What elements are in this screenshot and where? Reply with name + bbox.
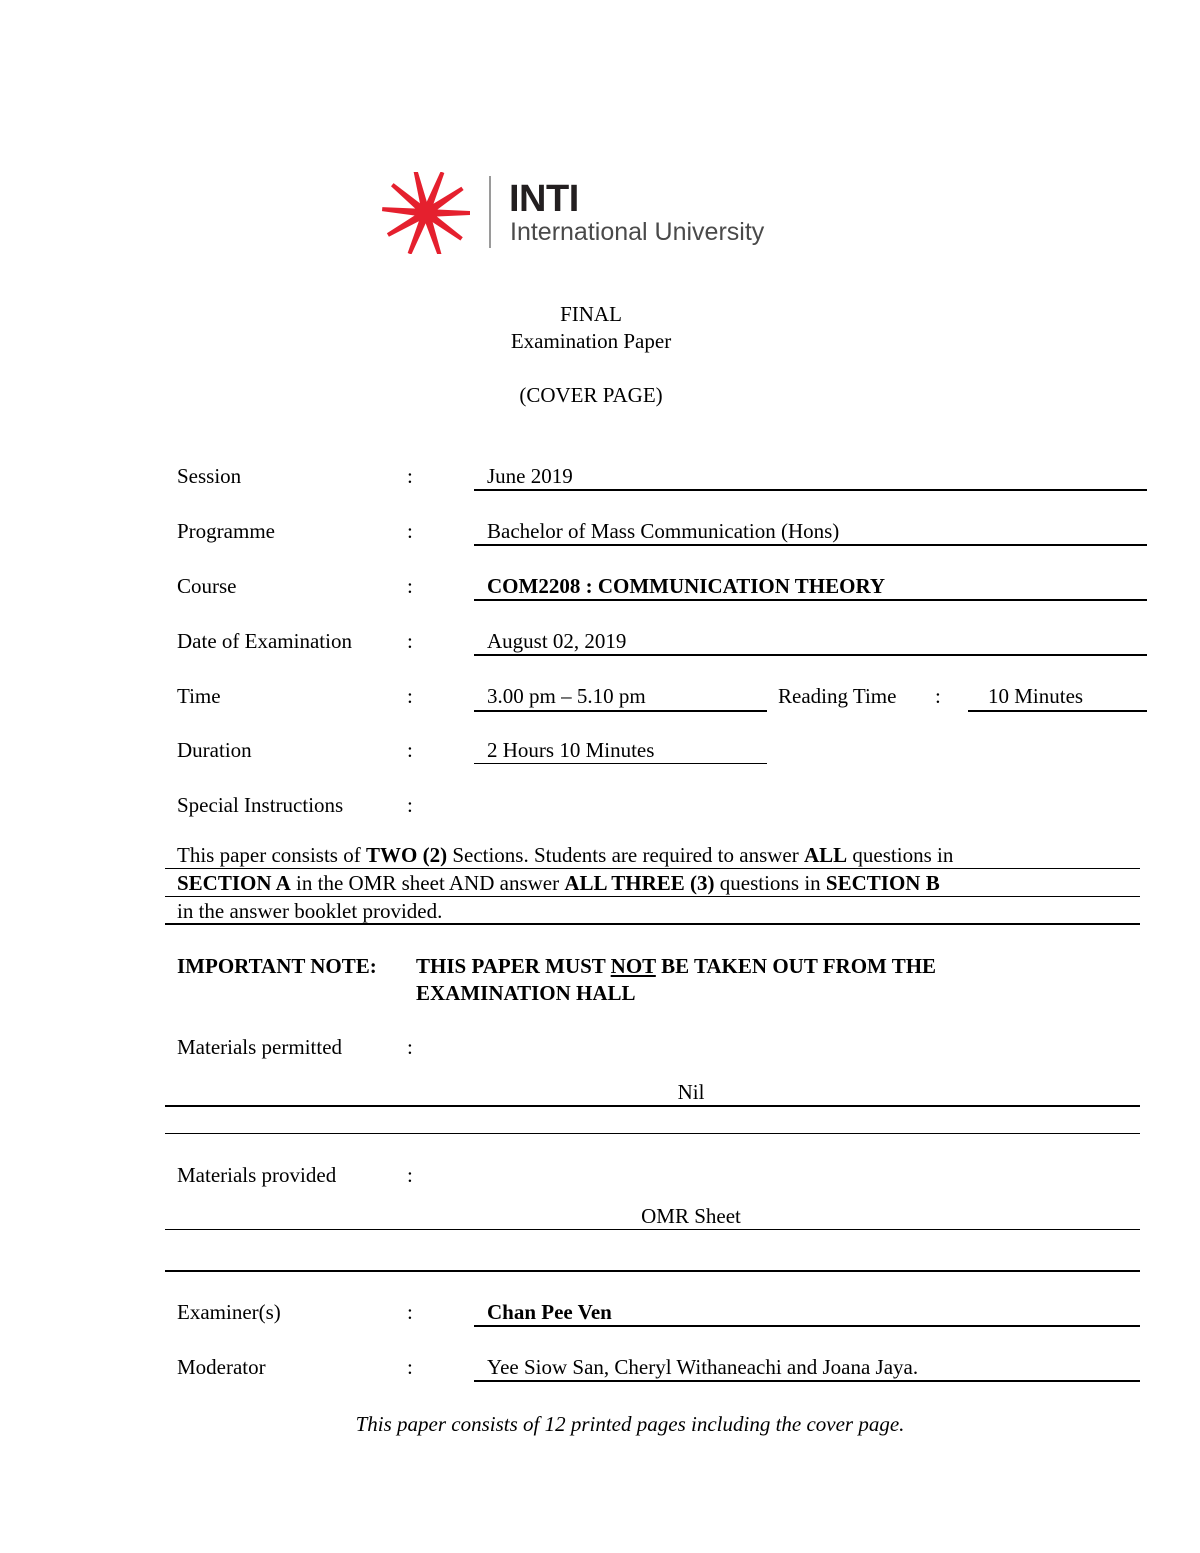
date-underline xyxy=(474,654,1147,656)
page-count-note: This paper consists of 12 printed pages including the cover page. xyxy=(355,1412,905,1436)
duration-value: 2 Hours 10 Minutes xyxy=(487,738,655,762)
course-underline xyxy=(474,599,1147,601)
reading-time-label: Reading Time xyxy=(778,684,897,708)
programme-underline xyxy=(474,544,1147,546)
time-underline xyxy=(474,710,767,712)
instructions-line-1: This paper consists of TWO (2) Sections. Students are required to answer ALL questions in xyxy=(177,843,954,867)
logo-divider xyxy=(489,176,491,248)
materials-permitted-rule-1 xyxy=(165,1105,1140,1107)
programme-value: Bachelor of Mass Communication (Hons) xyxy=(487,519,840,543)
session-label: Session xyxy=(177,464,242,488)
programme-label: Programme xyxy=(177,519,275,543)
important-note-label: IMPORTANT NOTE: xyxy=(177,954,377,978)
materials-provided-rule-1 xyxy=(165,1229,1140,1230)
date-value: August 02, 2019 xyxy=(487,629,627,653)
reading-time-underline xyxy=(968,710,1147,712)
course-colon: : xyxy=(407,574,413,598)
examiner-underline xyxy=(474,1325,1140,1327)
date-label: Date of Examination xyxy=(177,629,352,653)
title-final: FINAL xyxy=(560,302,622,326)
programme-colon: : xyxy=(407,519,413,543)
starburst-logo-icon xyxy=(378,172,474,254)
moderator-label: Moderator xyxy=(177,1355,266,1379)
logo-brand-text: INTI xyxy=(509,178,579,220)
duration-colon: : xyxy=(407,738,413,762)
special-instructions-colon: : xyxy=(407,793,413,817)
instructions-rule-2 xyxy=(165,896,1140,897)
instructions-rule-1 xyxy=(165,868,1140,869)
examiner-colon: : xyxy=(407,1300,413,1324)
materials-provided-label: Materials provided xyxy=(177,1163,337,1187)
materials-permitted-colon: : xyxy=(407,1035,413,1059)
instructions-line-3: in the answer booklet provided. xyxy=(177,899,443,923)
instructions-rule-3 xyxy=(165,923,1140,925)
time-label: Time xyxy=(177,684,221,708)
title-cover-page: (COVER PAGE) xyxy=(519,383,663,407)
materials-permitted-value: Nil xyxy=(677,1080,705,1104)
reading-time-colon: : xyxy=(935,684,941,708)
logo-subtitle-text: International University xyxy=(510,218,765,246)
instructions-line-2: SECTION A in the OMR sheet AND answer ALL THREE (3) questions in SECTION B xyxy=(177,871,940,895)
moderator-value: Yee Siow San, Cheryl Withaneachi and Joana Jaya. xyxy=(487,1355,919,1379)
materials-provided-colon: : xyxy=(407,1163,413,1187)
title-examination-paper: Examination Paper xyxy=(510,329,672,353)
date-colon: : xyxy=(407,629,413,653)
time-value: 3.00 pm – 5.10 pm xyxy=(487,684,646,708)
materials-permitted-rule-2 xyxy=(165,1133,1140,1134)
examiner-value: Chan Pee Ven xyxy=(487,1300,612,1324)
important-note-line-2: EXAMINATION HALL xyxy=(416,981,636,1005)
special-instructions-label: Special Instructions xyxy=(177,793,344,817)
course-value: COM2208 : COMMUNICATION THEORY xyxy=(487,574,886,598)
course-label: Course xyxy=(177,574,237,598)
reading-time-value: 10 Minutes xyxy=(988,684,1084,708)
materials-provided-value: OMR Sheet xyxy=(641,1204,741,1228)
examiner-label: Examiner(s) xyxy=(177,1300,281,1324)
university-logo xyxy=(378,168,808,258)
moderator-underline xyxy=(474,1380,1140,1382)
session-underline xyxy=(474,489,1147,491)
materials-provided-rule-2 xyxy=(165,1270,1140,1272)
time-colon: : xyxy=(407,684,413,708)
moderator-colon: : xyxy=(407,1355,413,1379)
duration-underline xyxy=(474,763,767,764)
important-note-line-1: THIS PAPER MUST NOT BE TAKEN OUT FROM THE xyxy=(416,954,937,978)
session-value: June 2019 xyxy=(487,464,573,488)
materials-permitted-label: Materials permitted xyxy=(177,1035,343,1059)
duration-label: Duration xyxy=(177,738,252,762)
session-colon: : xyxy=(407,464,413,488)
